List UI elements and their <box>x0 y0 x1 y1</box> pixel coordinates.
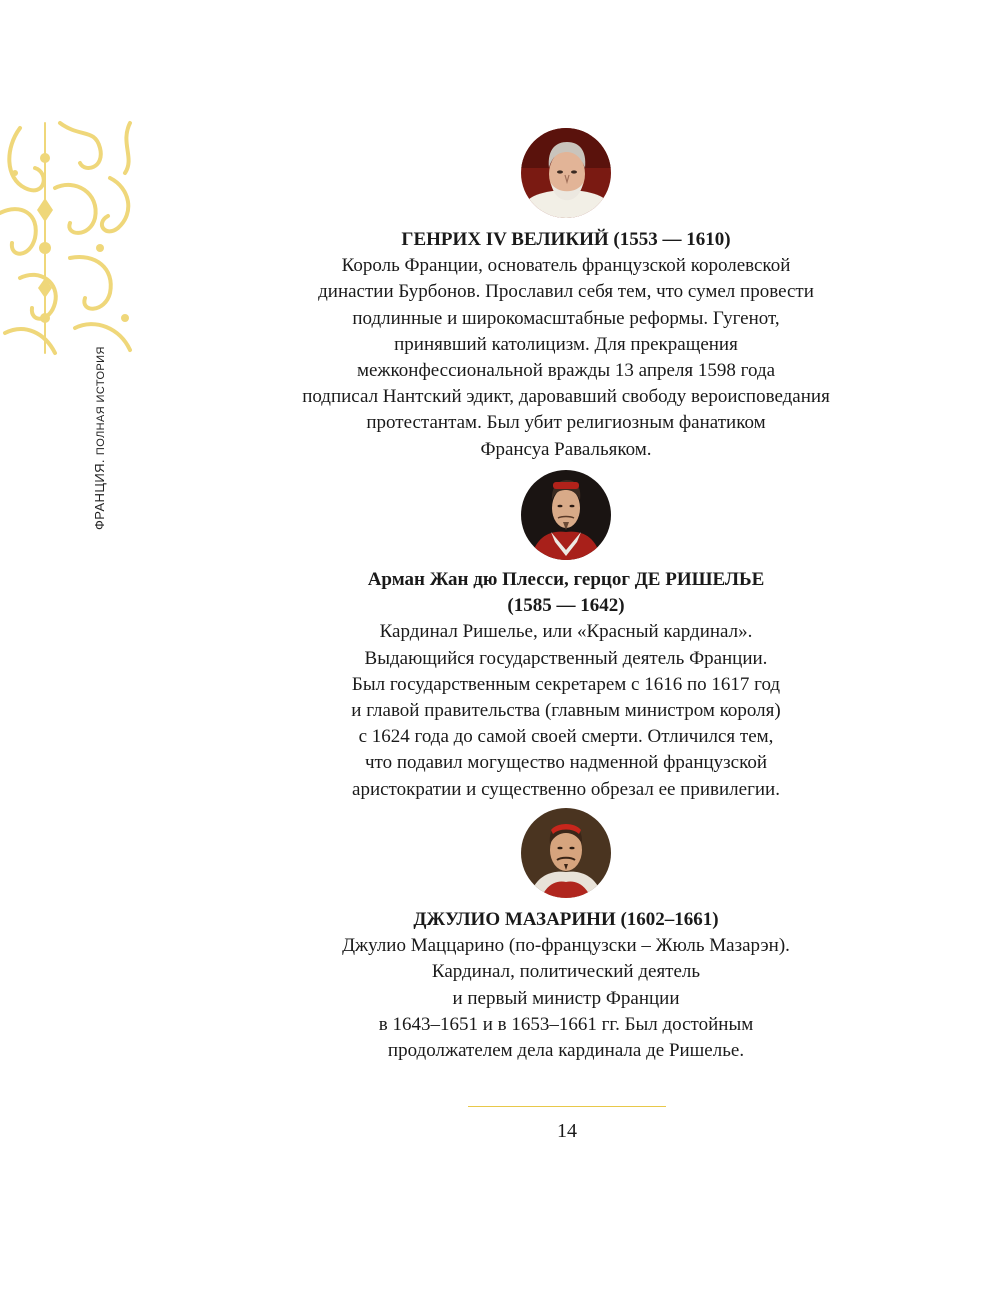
entry-text-line: что подавил могущество надменной французской <box>364 752 768 774</box>
running-head-subtitle: ПОЛНАЯ ИСТОРИЯ <box>95 346 107 456</box>
entry-text-line: Выдающийся государственный деятель Франции. <box>364 647 768 669</box>
mazarin-portrait <box>521 808 611 898</box>
footer-rule <box>468 1106 666 1107</box>
entry-name: ДЖУЛИО МАЗАРИНИ (1602–1661) <box>413 909 719 930</box>
running-head-title: ФРАНЦИЯ. <box>92 459 107 530</box>
entry-text-line: аристократии и существенно обрезал ее привилегии. <box>352 778 780 800</box>
henry-iv-portrait <box>521 128 611 218</box>
entry-text-line: Был государственным секретарем с 1616 по 1617 год <box>351 673 781 695</box>
entry-text-line: Кардинал Ришелье, или «Красный кардинал». <box>379 621 753 643</box>
entry-name: ГЕНРИХ IV ВЕЛИКИЙ (1553 — 1610) <box>401 229 731 250</box>
entry-text-line: и главой правительства (главным министром короля) <box>351 700 781 722</box>
richelieu-portrait <box>521 470 611 560</box>
entry-text-line: Джулио Маццарино (по-французски – Жюль Мазарэн). <box>342 935 790 957</box>
entry-text-line: принявший католицизм. Для прекращения <box>394 333 738 355</box>
decorative-ornament <box>0 118 140 358</box>
entry-text-line: в 1643–1651 и в 1653–1661 гг. Был достойным <box>378 1013 754 1035</box>
entry-text-line: Кардинал, политический деятель <box>431 961 701 983</box>
running-head <box>92 346 107 530</box>
entry-text-line: межконфессиональной вражды 13 апреля 1598 года <box>356 360 776 382</box>
entry-text-line: Франсуа Равальяком. <box>480 438 652 460</box>
entry-richelieu <box>260 567 872 803</box>
entry-name: Арман Жан дю Плесси, герцог ДЕ РИШЕЛЬЕ <box>367 569 765 590</box>
entry-dates: (1585 — 1642) <box>507 595 625 617</box>
entry-text-line: подписал Нантский эдикт, даровавший свободу вероисповедания <box>302 386 830 408</box>
entry-text-line: продолжателем дела кардинала де Ришелье. <box>387 1040 745 1062</box>
page-number: 14 <box>557 1120 577 1142</box>
entry-text-line: Король Франции, основатель французской королевской <box>341 255 791 277</box>
entry-text-line: подлинные и широкомасштабные реформы. Гугенот, <box>352 307 780 329</box>
entry-text-line: и первый министр Франции <box>452 987 680 1009</box>
entry-text-line: протестантам. Был убит религиозным фанатиком <box>366 412 766 434</box>
entry-mazarin <box>260 907 872 1064</box>
entry-text-line: с 1624 года до самой своей смерти. Отличился тем, <box>358 726 774 748</box>
entry-henry-iv <box>260 227 872 463</box>
entry-text-line: династии Бурбонов. Прославил себя тем, что сумел провести <box>318 281 814 303</box>
